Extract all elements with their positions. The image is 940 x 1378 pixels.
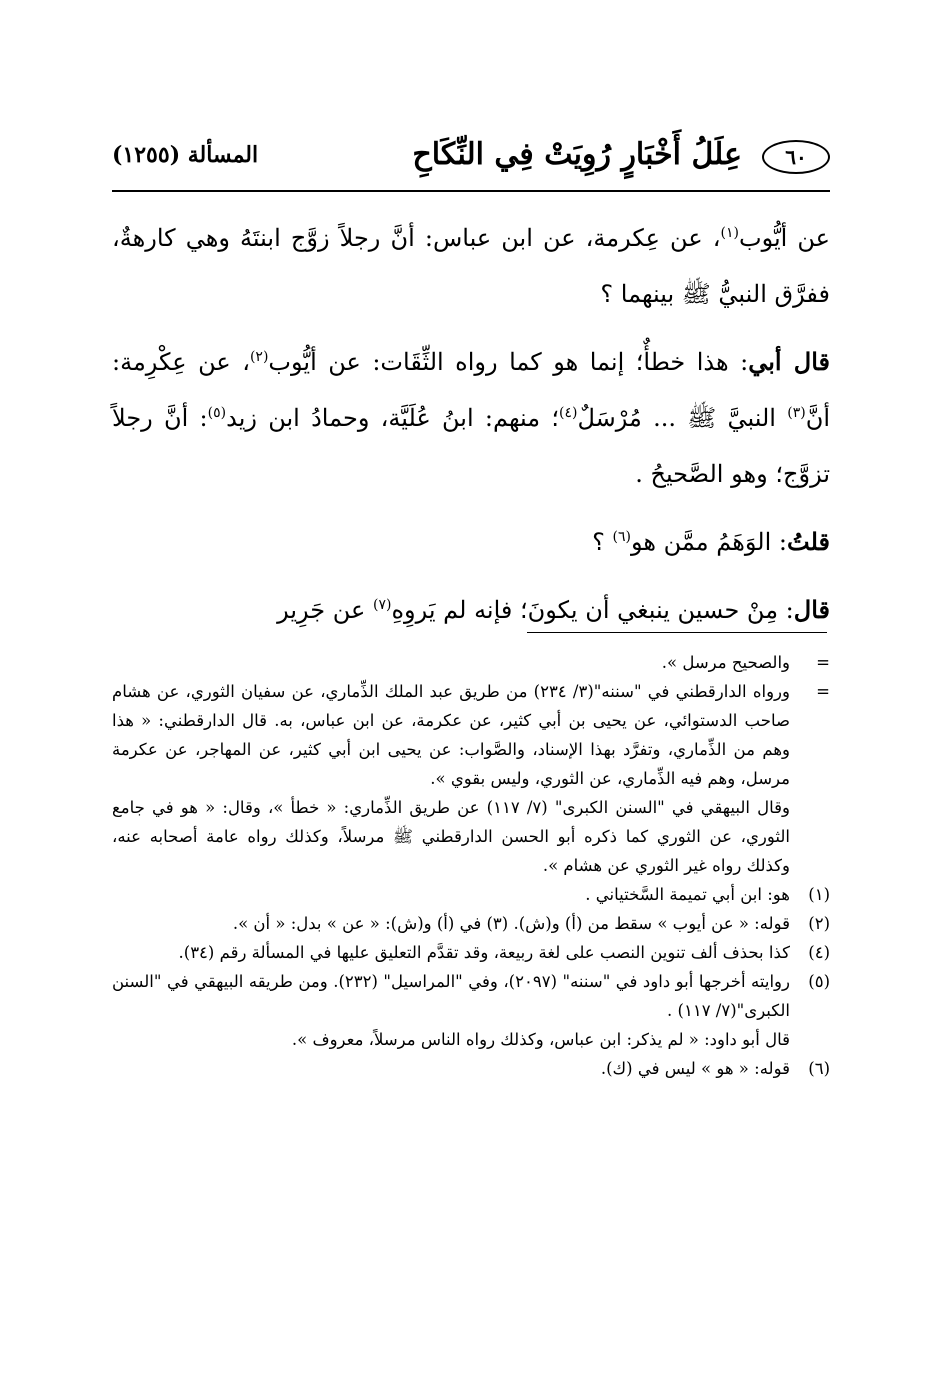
book-title: عِلَلُ أَخْبَارٍ رُوِيَتْ فِي النِّكَاحِ [412,137,742,172]
footnotes [112,648,830,1083]
speaker-label: قلتُ [787,527,830,556]
paragraph-question [112,210,830,322]
text-span: ؟ [592,528,613,556]
footnote-number: (٦) [808,1059,830,1078]
footnote-ref[interactable]: (٦) [612,529,631,545]
footnote-ref[interactable]: (٤) [559,405,578,421]
footnote-ref[interactable]: (١) [720,225,739,241]
speaker-label: قال [793,595,830,624]
footnote-2 [112,909,830,938]
footnote-number: (٥) [808,972,830,991]
footnote-ref[interactable]: (٣) [787,405,806,421]
footnote-text: كذا بحذف ألف تنوين النصب على لغة ربيعة، وقد تقدَّم التعليق عليها في المسألة رقم (٣٤). [178,943,790,962]
footnote-6 [112,1054,830,1083]
issue-title: المسألة (١٢٥٥) [112,142,259,168]
footnote-divider [527,632,827,633]
text-span: ؛ منهم: ابنُ عُلَيَّة، وحمادُ ابن زيد [226,404,560,432]
text-span: : هذا خطأٌ؛ إنما هو كما رواه الثِّقَات: عن أيُّوب [268,348,749,376]
footnote-number: (١) [808,885,830,904]
footnote-ref[interactable]: (٢) [249,349,269,365]
footnote-continuation [112,793,830,880]
footnote-continuation [112,648,830,677]
footnote-text: هو: ابن أبي تميمة السَّختياني . [585,885,790,904]
header-divider [112,190,830,192]
page-header [112,134,830,182]
footnote-text: والصحيح مرسل ». [661,653,790,672]
footnote-text: ورواه الدارقطني في "سننه"(٣/ ٢٣٤) من طريق عبد الملك الذِّماري، عن سفيان الثوري، عن هشام صاحب الدستوائي، عن يحيى بن أبي كثير، عن عكرمة، عن ابن عباس، به. قال الدارقطني: « هذا وهم من الذِّماري، وتفرَّد بهذا الإسناد، والصَّواب: عن يحيى ابن أبي كثير، عن المهاجر، عن عكرمة مرسل، وهم فيه الذِّماري، عن الثوري، وليس بقوي ». [112,682,790,788]
footnote-text: روايته أخرجها أبو داود في "سننه" (٢٠٩٧)، وفي "المراسيل" (٢٣٢). ومن طريقه البيهقي في "السنن الكبرى"(٧/ ١١٧) . [112,972,790,1020]
blank-mark [790,793,830,880]
footnote-continuation [112,677,830,793]
main-text [112,210,830,650]
footnote-text: وقال البيهقي في "السنن الكبرى" (٧/ ١١٧) عن طريق الذِّماري: « خطأ »، وقال: « هو في جامع الثوري، عن الثوري كما ذكره أبو الحسن الدارقطني ﷺ مرسلاً، وكذلك رواه عامة أصحابه عنه، وكذلك رواه غير الثوري عن هشام ». [112,798,790,875]
footnote-text: قوله: « هو » ليس في (ك). [600,1059,790,1078]
footnote-5 [112,967,830,1025]
text-span: ، عن عِكْرِمة: أنَّ [112,348,830,432]
text-span: : أنَّ رجلاً تزوَّج؛ وهو الصَّحيحُ . [112,404,830,488]
footnote-1 [112,880,830,909]
text-span: النبيَّ ﷺ ... مُرْسَلٌ [577,404,788,432]
continuation-mark: = [816,682,830,701]
footnote-ref[interactable]: (٥) [207,405,227,421]
continuation-mark: = [816,653,830,672]
paragraph-i-said [112,514,830,570]
paragraph-answer-father [112,334,830,502]
text-span: : الوَهَمُ ممَّن هو [630,528,788,556]
speaker-label: قال أبي [748,347,831,376]
footnote-5-quote: قال أبو داود: « لم يذكر: ابن عباس، وكذلك رواه الناس مرسلاً، معروف ». [291,1030,790,1049]
footnote-ref[interactable]: (٧) [372,597,392,613]
text-span: ، عن عِكرمة، عن ابن عباس: أنَّ رجلاً زوَّج ابنتَهُ وهي كارهةٌ، ففرَّق النبيُّ ﷺ بينهما ؟ [112,224,830,308]
text-span: : مِنْ حسين ينبغي أن يكونَ؛ فإنه لم يَروِهِ [391,596,794,624]
footnote-number: (٤) [808,943,830,962]
footnote-4 [112,938,830,967]
text-span: عن جَرِير [277,596,373,624]
footnote-text: قوله: « عن أيوب » سقط من (أ) و(ش). (٣) في (أ) و(ش): « عن » بدل: « أن ». [232,914,790,933]
footnote-number: (٢) [808,914,830,933]
paragraph-he-said [112,582,830,638]
page-number: ٦٠ [762,140,830,174]
text-span: عن أيُّوب [738,224,831,252]
